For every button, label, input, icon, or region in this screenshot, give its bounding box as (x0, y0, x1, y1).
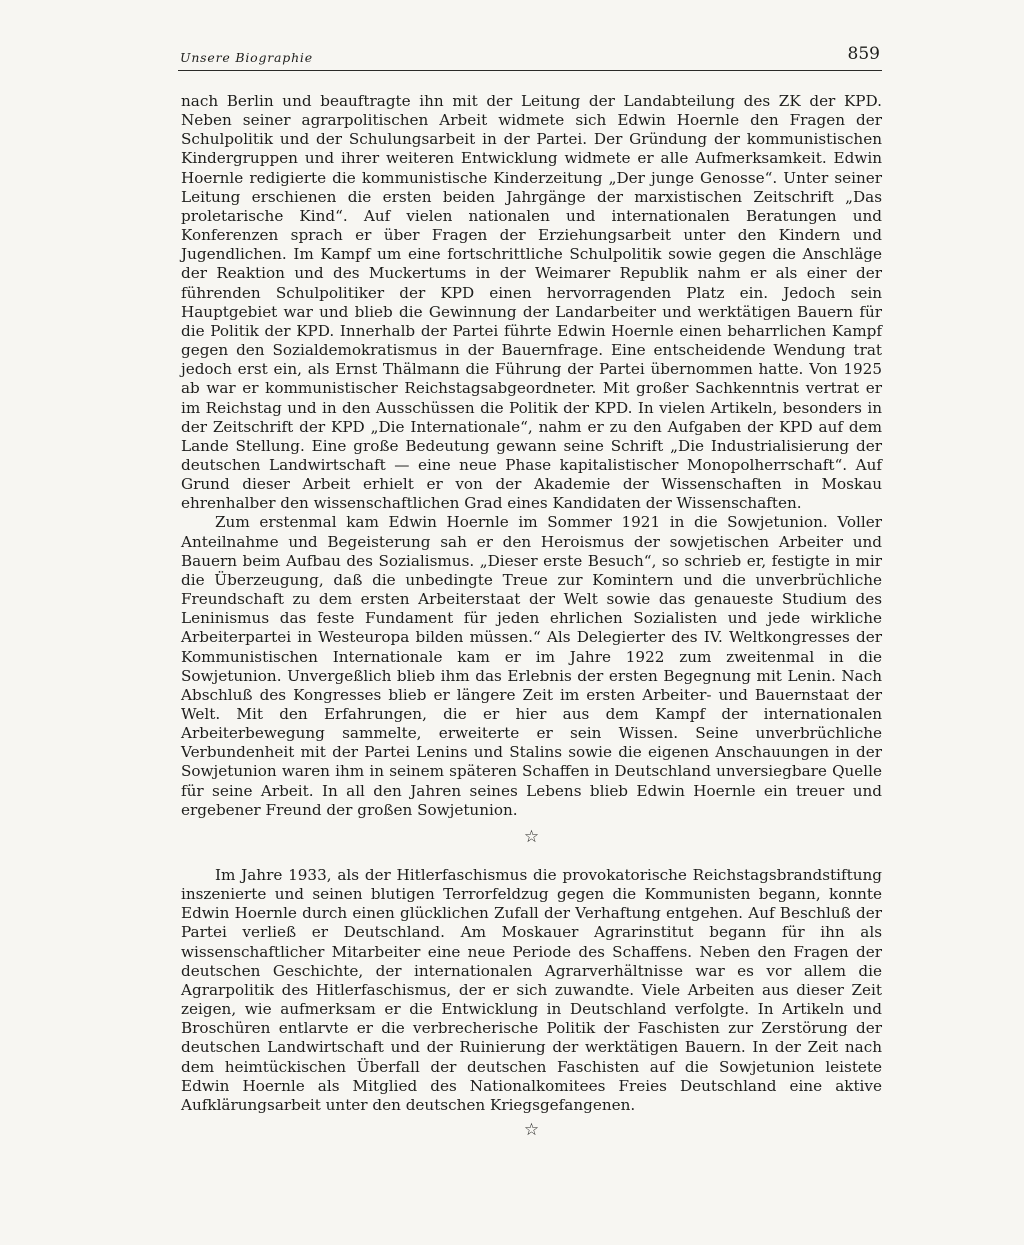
paragraph-3: Im Jahre 1933, als der Hitlerfaschismus die provokatorische Reichstagsbrandstiftung inszenierte und seinen blutigen Terrorfeldzug gegen die Kommunisten begann, konnte Edwin Hoernle durch einen glücklichen Zufall der Verhaftung entgehen. Auf Beschluß der Partei verließ er Deutschland. Am Moskauer Agrarinstitut begann für ihn als wissenschaftlicher Mitarbeiter eine neue Periode des Schaffens. Neben den Fragen der deutschen Geschichte, der internationalen Agrarverhältnisse war es vor allem die Agrarpolitik des Hitlerfaschismus, der er sich zuwandte. Viele Arbeiten aus dieser Zeit zeigen, wie aufmerksam er die Entwicklung in Deutschland verfolgte. In Artikeln und Broschüren entlarvte er die verbrecherische Politik der Faschisten zur Zerstörung der deutschen Landwirtschaft und der Ruinierung der werktätigen Bauern. In der Zeit nach dem heimtückischen Überfall der deutschen Faschisten auf die Sowjetunion leistete Edwin Hoernle als Mitglied des Nationalkomitees Freies Deutschland eine aktive Aufklärungsarbeit unter den deutschen Kriegsgefangenen. (181, 865, 882, 1114)
star-separator: ☆ (523, 826, 540, 847)
paragraph-1: nach Berlin und beauftragte ihn mit der Leitung der Landabteilung des ZK der KPD. Neben seiner agrarpolitischen Arbeit widmete sich Edwin Hoernle den Fragen der Schulpolitik und der Schulungsarbeit in der Partei. Der Gründung der kommunistischen Kindergruppen und ihrer weiteren Entwicklung widmete er alle Aufmerksamkeit. Edwin Hoernle redigierte die kommunistische Kinderzeitung „Der junge Genosse“. Unter seiner Leitung erschienen die ersten beiden Jahrgänge der marxistischen Zeitschrift „Das proletarische Kind“. Auf vielen nationalen und internationalen Beratungen und Konferenzen sprach er über Fragen der Erziehungsarbeit unter den Kindern und Jugendlichen. Im Kampf um eine fortschrittliche Schulpolitik sowie gegen die Anschläge der Reaktion und des Muckertums in der Weimarer Republik nahm er als einer der führenden Schulpolitiker der KPD einen hervorragenden Platz ein. Jedoch sein Hauptgebiet war und blieb die Gewinnung der Landarbeiter und werktätigen Bauern für die Politik der KPD. Innerhalb der Partei führte Edwin Hoernle einen beharrlichen Kampf gegen den Sozialdemokratismus in der Bauernfrage. Eine entscheidende Wendung trat jedoch erst ein, als Ernst Thälmann die Führung der Partei übernommen hatte. Von 1925 ab war er kommunistischer Reichstagsabgeordneter. Mit großer Sachkenntnis vertrat er im Reichstag und in den Ausschüssen die Politik der KPD. In vielen Artikeln, besonders in der Zeitschrift der KPD „Die Internationale“, nahm er zu den Aufgaben der KPD auf dem Lande Stellung. Eine große Bedeutung gewann seine Schrift „Die Industrialisierung der deutschen Landwirtschaft — eine neue Phase kapitalistischer Monopolherrschaft“. Auf Grund dieser Arbeit erhielt er von der Akademie der Wissenschaften in Moskau ehrenhalber den wissenschaftlichen Grad eines Kandidaten der Wissenschaften. (181, 92, 882, 513)
running-title: Unsere Biographie (180, 50, 313, 65)
star-separator: ☆ (523, 1119, 540, 1140)
page-header (178, 44, 882, 71)
page-number: 859 (847, 44, 880, 64)
paragraph-2: Zum erstenmal kam Edwin Hoernle im Sommer 1921 in die Sowjetunion. Voller Anteilnahme und Begeisterung sah er den Heroismus der sowjetischen Arbeiter und Bauern beim Aufbau des Sozialismus. „Dieser erste Besuch“, so schrieb er, festigte in mir die Überzeugung, daß die unbedingte Treue zur Komintern und die unverbrüchliche Freundschaft zu dem ersten Arbeiterstaat der Welt sowie das genaueste Studium des Leninismus das feste Fundament für jeden ehrlichen Sozialisten und jede wirkliche Arbeiterpartei in Westeuropa bilden müssen.“ Als Delegierter des IV. Weltkongresses der Kommunistischen Internationale kam er im Jahre 1922 zum zweitenmal in die Sowjetunion. Unvergeßlich blieb ihm das Erlebnis der ersten Begegnung mit Lenin. Nach Abschluß des Kongresses blieb er längere Zeit im ersten Arbeiter- und Bauernstaat der Welt. Mit den Erfahrungen, die er hier aus dem Kampf der internationalen Arbeiterbewegung sammelte, erweiterte er sein Wissen. Seine unverbrüchliche Verbundenheit mit der Partei Lenins und Stalins sowie die eigenen Anschauungen in der Sowjetunion waren ihm in seinem späteren Schaffen in Deutschland unversiegbare Quelle für seine Arbeit. In all den Jahren seines Lebens blieb Edwin Hoernle ein treuer und ergebener Freund der großen Sowjetunion. (181, 513, 882, 819)
body-text (181, 92, 882, 1140)
